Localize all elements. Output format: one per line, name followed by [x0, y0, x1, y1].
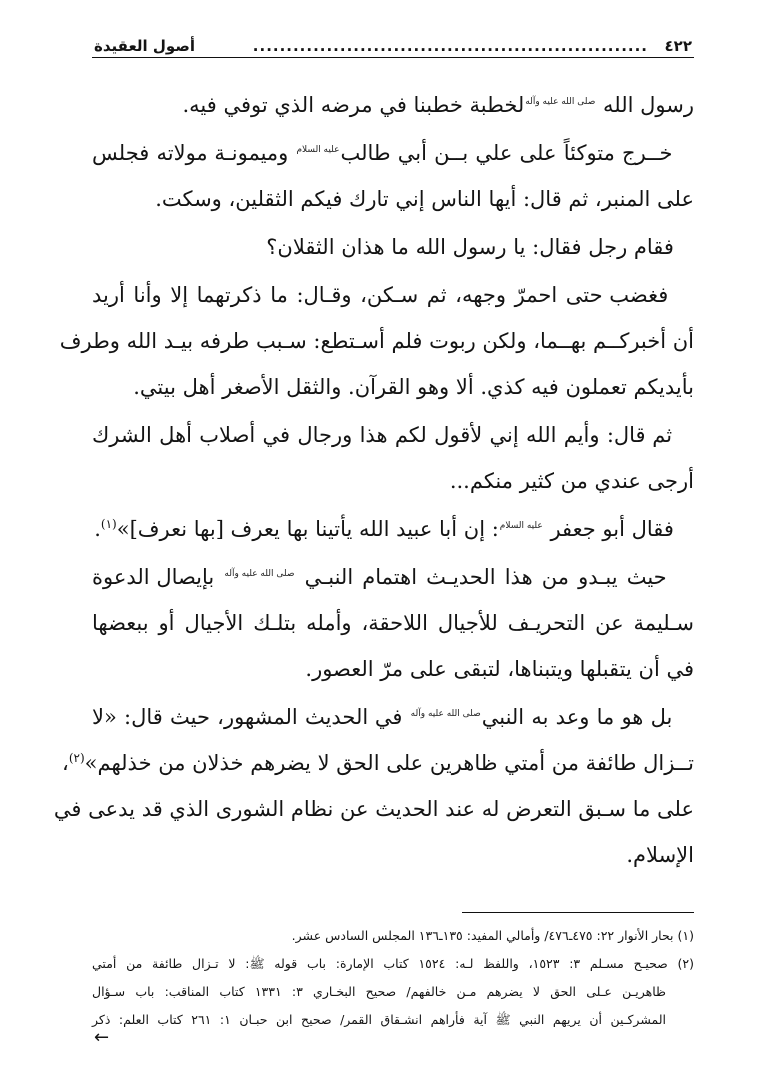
text-line: بأيديكم تعملون فيه كذي. ألا وهو القرآن. والثقل الأصغر أهل بيتي.: [133, 375, 694, 399]
book-title: أصول العقيدة: [94, 37, 195, 55]
text-line: على المنبر، ثم قال: أيها الناس إني تارك فيكم الثقلين، وسكت.: [155, 187, 694, 211]
text-line: بل هو ما وعد به النبيصلى الله عليه وآله في الحديث المشهور، حيث قال: «لا: [92, 705, 673, 729]
salawat-seal: صلى الله عليه وآله: [525, 97, 596, 107]
text-line: حيث يبـدو من هذا الحديـث اهتمام النبـي صلى الله عليه وآله بإيصال الدعوة: [92, 565, 667, 589]
footnotes: [92, 922, 694, 1034]
text-line: سـليمة عن التحريـف للأجيال اللاحقة، وأمله بتلـك الأجيال أو ببعضها: [92, 611, 694, 635]
salawat-seal: صلى الله عليه وآله: [224, 569, 295, 579]
footnote-ref-1[interactable]: (١): [100, 517, 117, 531]
text-line: على ما سـبق التعرض له عند الحديث عن نظام الشورى الذي قد يدعى في: [53, 797, 694, 821]
main-text: [53, 82, 694, 878]
salawat-seal: صلى الله عليه وآله: [410, 709, 481, 719]
text-line: رسول الله صلى الله عليه وآلهلخطبة خطبنا في مرضه الذي توفي فيه.: [182, 93, 694, 117]
footnote-1: (١) بحار الأنوار ٢٢: ٤٧٥ـ٤٧٦/ وأمالي المفيد: ١٣٥ـ١٣٦ المجلس السادس عشر.: [291, 928, 694, 943]
footnote-2-line-1: (٢) صحيـح مسـلم ٣: ١٥٢٣، واللفظ لـه: ١٥٢٤ كتاب الإمارة: باب قوله ﷺ: لا تـزال طائفة من أمتي: [92, 956, 694, 971]
alaihi-salam-seal: عليه السلام: [296, 145, 340, 155]
text-line: ثم قال: وأيم الله إني لأقول لكم هذا ورجال في أصلاب أهل الشرك: [92, 423, 673, 447]
text-line: الإسلام.: [626, 843, 694, 867]
page-number: ٤٢٢: [664, 37, 692, 55]
text-line: تــزال طائفة من أمتي ظاهرين على الحق لا يضرهم خذلان من خذلهم»$^{(٢)}$،: [62, 751, 694, 775]
text-line: في أن يتقبلها ويتبناها، لتبقى على مرّ العصور.: [305, 657, 694, 681]
footnote-ref-2[interactable]: (٢): [68, 751, 85, 765]
running-header: [92, 34, 694, 58]
text-line: فغضب حتى احمرّ وجهه، ثم سـكن، وقـال: ما ذكرتهما إلا وأنا أريد: [92, 283, 669, 307]
footnote-2-line-3: المشركـين أن يريهم النبي ﷺ آية فأراهم انشـقاق القمر/ صحيح ابن حبـان ١: ٢٦١ كتاب العلم: ذكر: [92, 1012, 666, 1027]
text-line: أرجى عندي من كثير منكم...: [449, 469, 694, 493]
text-line: فقام رجل فقال: يا رسول الله ما هذان الثقلان؟: [266, 235, 674, 259]
footnote-separator: [462, 912, 694, 913]
text-line: أن أخبركــم بهــما، ولكن ربوت فلم أسـتطع: سـبب طرفه بيـد الله وطرف: [59, 329, 694, 353]
footnote-2-line-2: ظاهريـن عـلى الحق لا يضرهم مـن خالفهم/ صحيح البخـاري ٣: ١٣٣١ كتاب المناقب: باب سـؤال: [92, 984, 666, 999]
text-line: خــرج متوكئاً على علي بــن أبي طالبعليه السلام وميمونـة مولاته فجلس: [92, 141, 673, 165]
header-leader-dots: ...........................................................: [252, 37, 648, 55]
alaihi-salam-seal: عليه السلام: [499, 521, 543, 531]
text-line: فقال أبو جعفر عليه السلام: إن أبا عبيد الله يأتينا بها يعرف [بها نعرف]»$^{(١)}$.: [94, 517, 674, 541]
continue-arrow-icon: ←: [94, 1027, 110, 1048]
